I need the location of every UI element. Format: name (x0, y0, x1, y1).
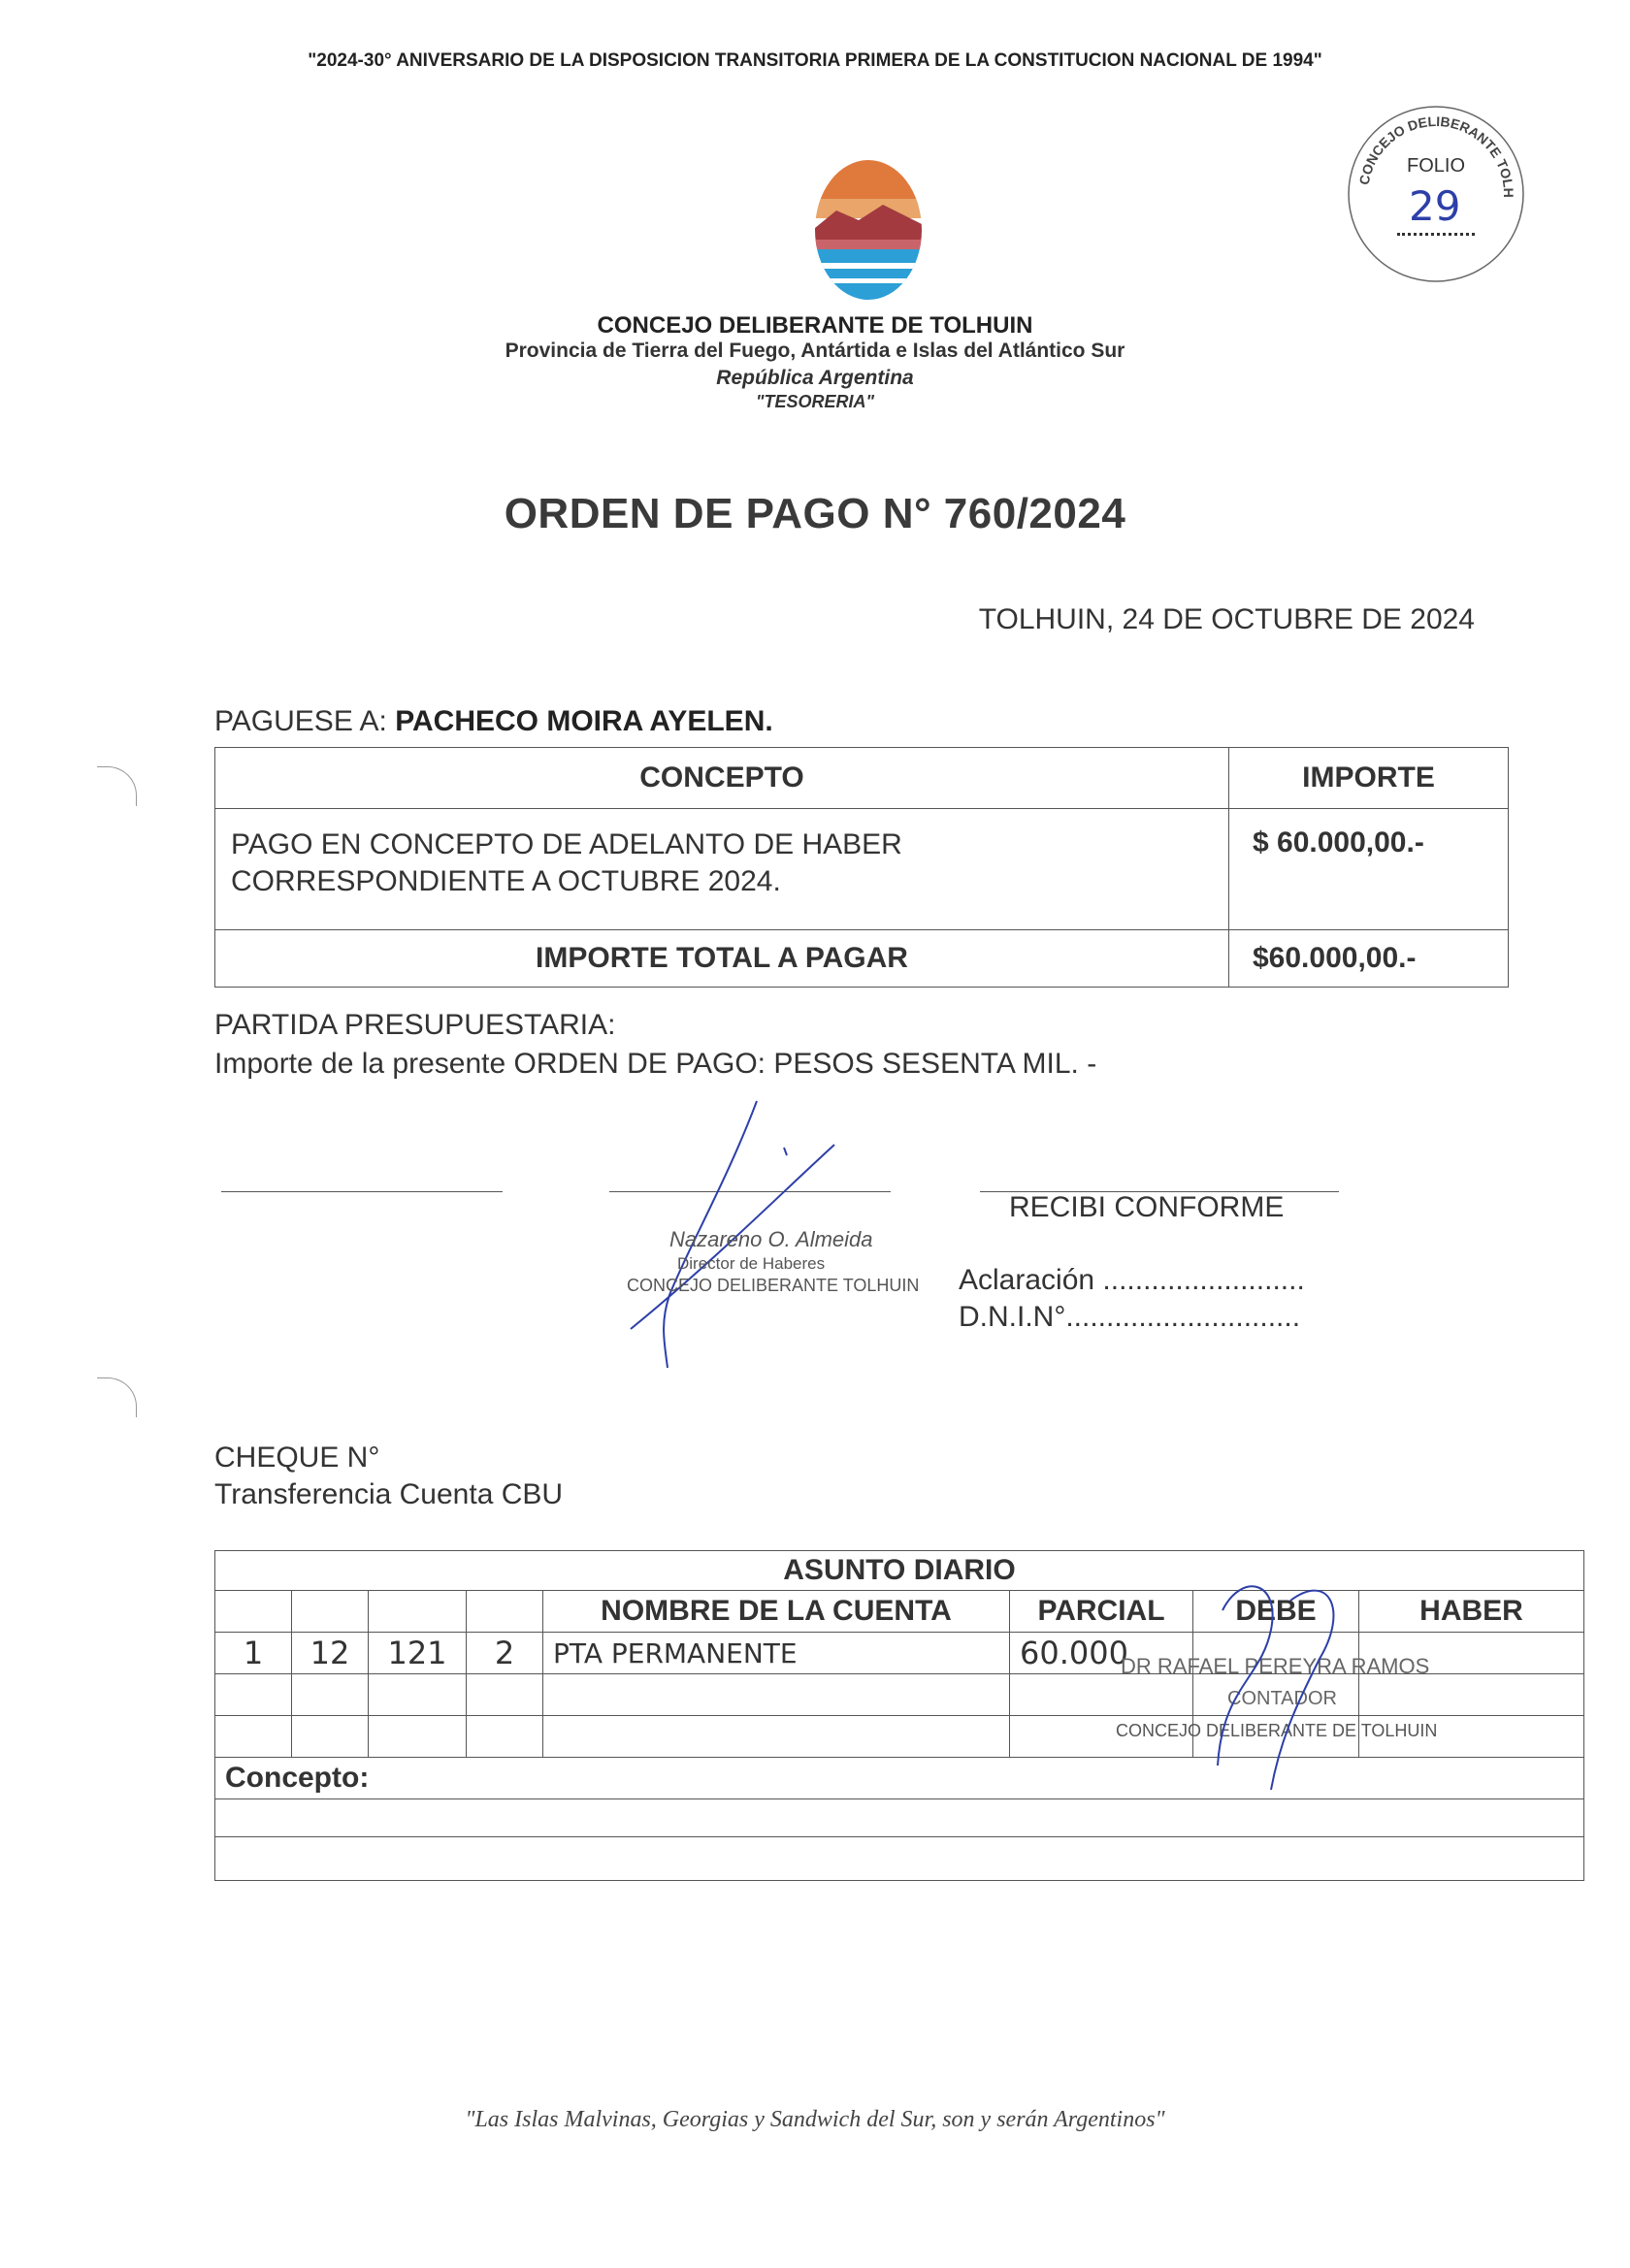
diario-hand-parcial: 60.000 (1010, 1633, 1193, 1674)
concept-description (215, 809, 1229, 930)
margin-mark-bottom (97, 1377, 137, 1417)
diario-hand-c1: 1 (215, 1633, 292, 1674)
signer-role: Director de Haberes (677, 1254, 826, 1273)
pay-to-label: PAGUESE A: (214, 705, 387, 737)
diario-cell (215, 1591, 292, 1633)
signer-org: CONCEJO DELIBERANTE TOLHUIN (627, 1276, 920, 1295)
diario-title: ASUNTO DIARIO (215, 1551, 1584, 1591)
diario-cell (369, 1591, 467, 1633)
diario-cell (292, 1674, 369, 1716)
diario-cell (543, 1716, 1010, 1758)
asunto-diario-table (214, 1550, 1584, 1881)
diario-cell (215, 1716, 292, 1758)
diario-hand-c2: 12 (292, 1633, 369, 1674)
diario-haber-header: HABER (1359, 1591, 1584, 1633)
dni-line: D.N.I.N°............................. (959, 1301, 1301, 1333)
diario-cell (543, 1674, 1010, 1716)
diario-cell (369, 1716, 467, 1758)
diario-cell (467, 1591, 543, 1633)
concept-header: CONCEPTO (215, 748, 1229, 809)
total-amount: $60.000,00.- (1229, 930, 1509, 988)
signer-name: Nazareno O. Almeida (669, 1227, 873, 1251)
total-label: IMPORTE TOTAL A PAGAR (215, 930, 1229, 988)
diario-hand-c3: 121 (369, 1633, 467, 1674)
diario-cell (292, 1716, 369, 1758)
diario-cell (1010, 1674, 1193, 1716)
folio-dotted-line (1397, 233, 1475, 236)
concept-line-1: PAGO EN CONCEPTO DE ADELANTO DE HABER (231, 828, 902, 860)
diario-cell (467, 1716, 543, 1758)
pay-to-name: PACHECO MOIRA AYELEN. (395, 705, 773, 737)
diario-blank-row (215, 1837, 1584, 1881)
concept-amount: $ 60.000,00.- (1229, 809, 1509, 930)
place-date: TOLHUIN, 24 DE OCTUBRE DE 2024 (978, 603, 1475, 635)
diario-parcial-header: PARCIAL (1010, 1591, 1193, 1633)
diario-debe-header: DEBE (1193, 1591, 1359, 1633)
diario-cell (215, 1674, 292, 1716)
aclaracion-line: Aclaración ......................... (959, 1264, 1305, 1296)
concept-line-2: CORRESPONDIENTE A OCTUBRE 2024. (231, 865, 781, 897)
accountant-stamp-org: CONCEJO DELIBERANTE DE TOLHUIN (1116, 1721, 1438, 1740)
institution-province: Provincia de Tierra del Fuego, Antártida e Islas del Atlántico Sur (505, 340, 1125, 362)
diario-hand-c4: 2 (467, 1633, 543, 1674)
folio-number: 29 (1409, 182, 1461, 230)
signature-line-left (221, 1191, 503, 1192)
accountant-signature (1203, 1571, 1358, 1804)
institution-republic: República Argentina (716, 367, 914, 389)
diario-concepto-label: Concepto: (215, 1758, 1584, 1799)
accountant-stamp-name: DR RAFAEL PEREYRA RAMOS (1121, 1654, 1430, 1678)
pay-to-line (214, 705, 773, 738)
diario-cell (369, 1674, 467, 1716)
folio-stamp (1339, 97, 1533, 291)
footer-quote: "Las Islas Malvinas, Georgias y Sandwich del Sur, son y serán Argentinos" (465, 2107, 1165, 2132)
folio-ring-text: CONCEJO DELIBERANTE TOLH (1355, 113, 1517, 198)
order-title: ORDEN DE PAGO N° 760/2024 (504, 490, 1126, 537)
budget-partida: PARTIDA PRESUPUESTARIA: (214, 1009, 616, 1041)
recibi-conforme: RECIBI CONFORME (1009, 1191, 1285, 1223)
margin-mark-top (97, 766, 137, 806)
institution-department: "TESORERIA" (755, 392, 875, 411)
amount-header: IMPORTE (1229, 748, 1509, 809)
diario-cell (1359, 1674, 1584, 1716)
budget-importe-text: Importe de la presente ORDEN DE PAGO: PESOS SESENTA MIL. - (214, 1048, 1097, 1080)
transfer-label: Transferencia Cuenta CBU (214, 1478, 564, 1510)
diario-account-header: NOMBRE DE LA CUENTA (543, 1591, 1010, 1633)
table-row (215, 1674, 1584, 1716)
folio-label: FOLIO (1407, 155, 1466, 177)
institution-logo (815, 160, 922, 301)
anniversary-motto: "2024-30° ANIVERSARIO DE LA DISPOSICION TRANSITORIA PRIMERA DE LA CONSTITUCION NACIONAL DE 1994" (308, 50, 1322, 71)
institution-name: CONCEJO DELIBERANTE DE TOLHUIN (597, 312, 1033, 339)
cheque-label: CHEQUE N° (214, 1442, 380, 1474)
diario-cell (292, 1591, 369, 1633)
accountant-stamp-role: CONTADOR (1227, 1688, 1337, 1709)
diario-hand-account: PTA PERMANENTE (543, 1633, 1010, 1674)
diario-blank-row (215, 1799, 1584, 1837)
concept-table (214, 747, 1509, 988)
diario-cell (467, 1674, 543, 1716)
